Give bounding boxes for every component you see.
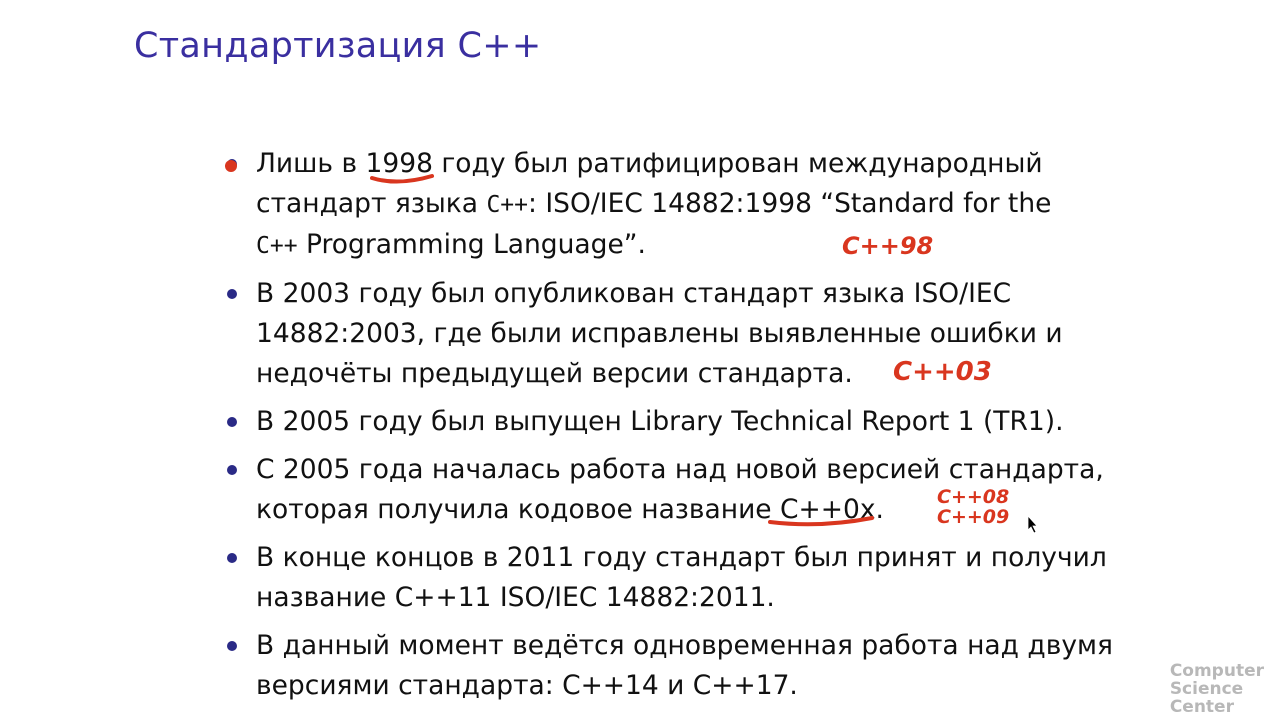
- bullet-item-2005-tr1: [256, 402, 1136, 442]
- csc-logo: [1170, 662, 1264, 716]
- bullet-text: В 2005 году был выпущен Library Technical Report 1 (TR1).: [256, 406, 1064, 437]
- annotation-cpp09: C++09: [937, 506, 1010, 528]
- bullet-item-2011: [256, 538, 1136, 618]
- bullet-text-part: Programming Language”.: [297, 229, 646, 260]
- bullet-text: В данный момент ведётся одновременная работа над двумя версиями стандарта: C++14 и C++17.: [256, 630, 1113, 701]
- codename-cpp0x: C++0x: [780, 494, 876, 525]
- annotation-cpp08: C++08: [937, 486, 1010, 508]
- bullet-list: [256, 144, 1136, 714]
- bullet-dot-icon: [227, 465, 237, 475]
- bullet-text-part: С 2005 года началась работа над новой версией стандарта, которая получила кодовое название: [256, 454, 1104, 525]
- annotation-cpp98: C++98: [842, 232, 934, 260]
- code-cpp: C++: [486, 192, 528, 218]
- bullet-dot-icon: [227, 641, 237, 651]
- slide-title: Стандартизация C++: [134, 26, 542, 66]
- bullet-text-part: : ISO/IEC 14882:1998 “Standard for the: [528, 188, 1052, 219]
- bullet-text-part: .: [875, 494, 884, 525]
- logo-line: Science: [1169, 679, 1244, 699]
- bullet-item-2003: [256, 274, 1136, 394]
- bullet-dot-icon: [227, 417, 237, 427]
- bullet-dot-icon: [227, 289, 237, 299]
- bullet-text: В конце концов в 2011 году стандарт был принят и получил название C++11 ISO/IEC 14882:2011.: [256, 542, 1107, 613]
- bullet-text: В 2003 году был опубликован стандарт языка ISO/IEC 14882:2003, где были исправлены выявленные ошибки и недочёты предыдущей версии стандарта.: [256, 278, 1063, 389]
- logo-line: Center: [1169, 697, 1234, 717]
- bullet-item-current: [256, 626, 1136, 706]
- year-1998: 1998: [365, 148, 433, 179]
- bullet-dot-icon: [227, 553, 237, 563]
- bullet-item-cpp0x: [256, 450, 1136, 530]
- bullet-item-1998: [256, 144, 1136, 266]
- code-cpp: C++: [256, 233, 298, 259]
- bullet-text-part: стандарт языка: [256, 188, 487, 219]
- logo-line: Computer: [1169, 661, 1264, 681]
- annotation-cpp03: C++03: [893, 357, 992, 387]
- bullet-dot-icon: [227, 159, 237, 169]
- bullet-text-part: году был ратифицирован международный: [432, 148, 1043, 179]
- bullet-text-part: Лишь в: [256, 148, 366, 179]
